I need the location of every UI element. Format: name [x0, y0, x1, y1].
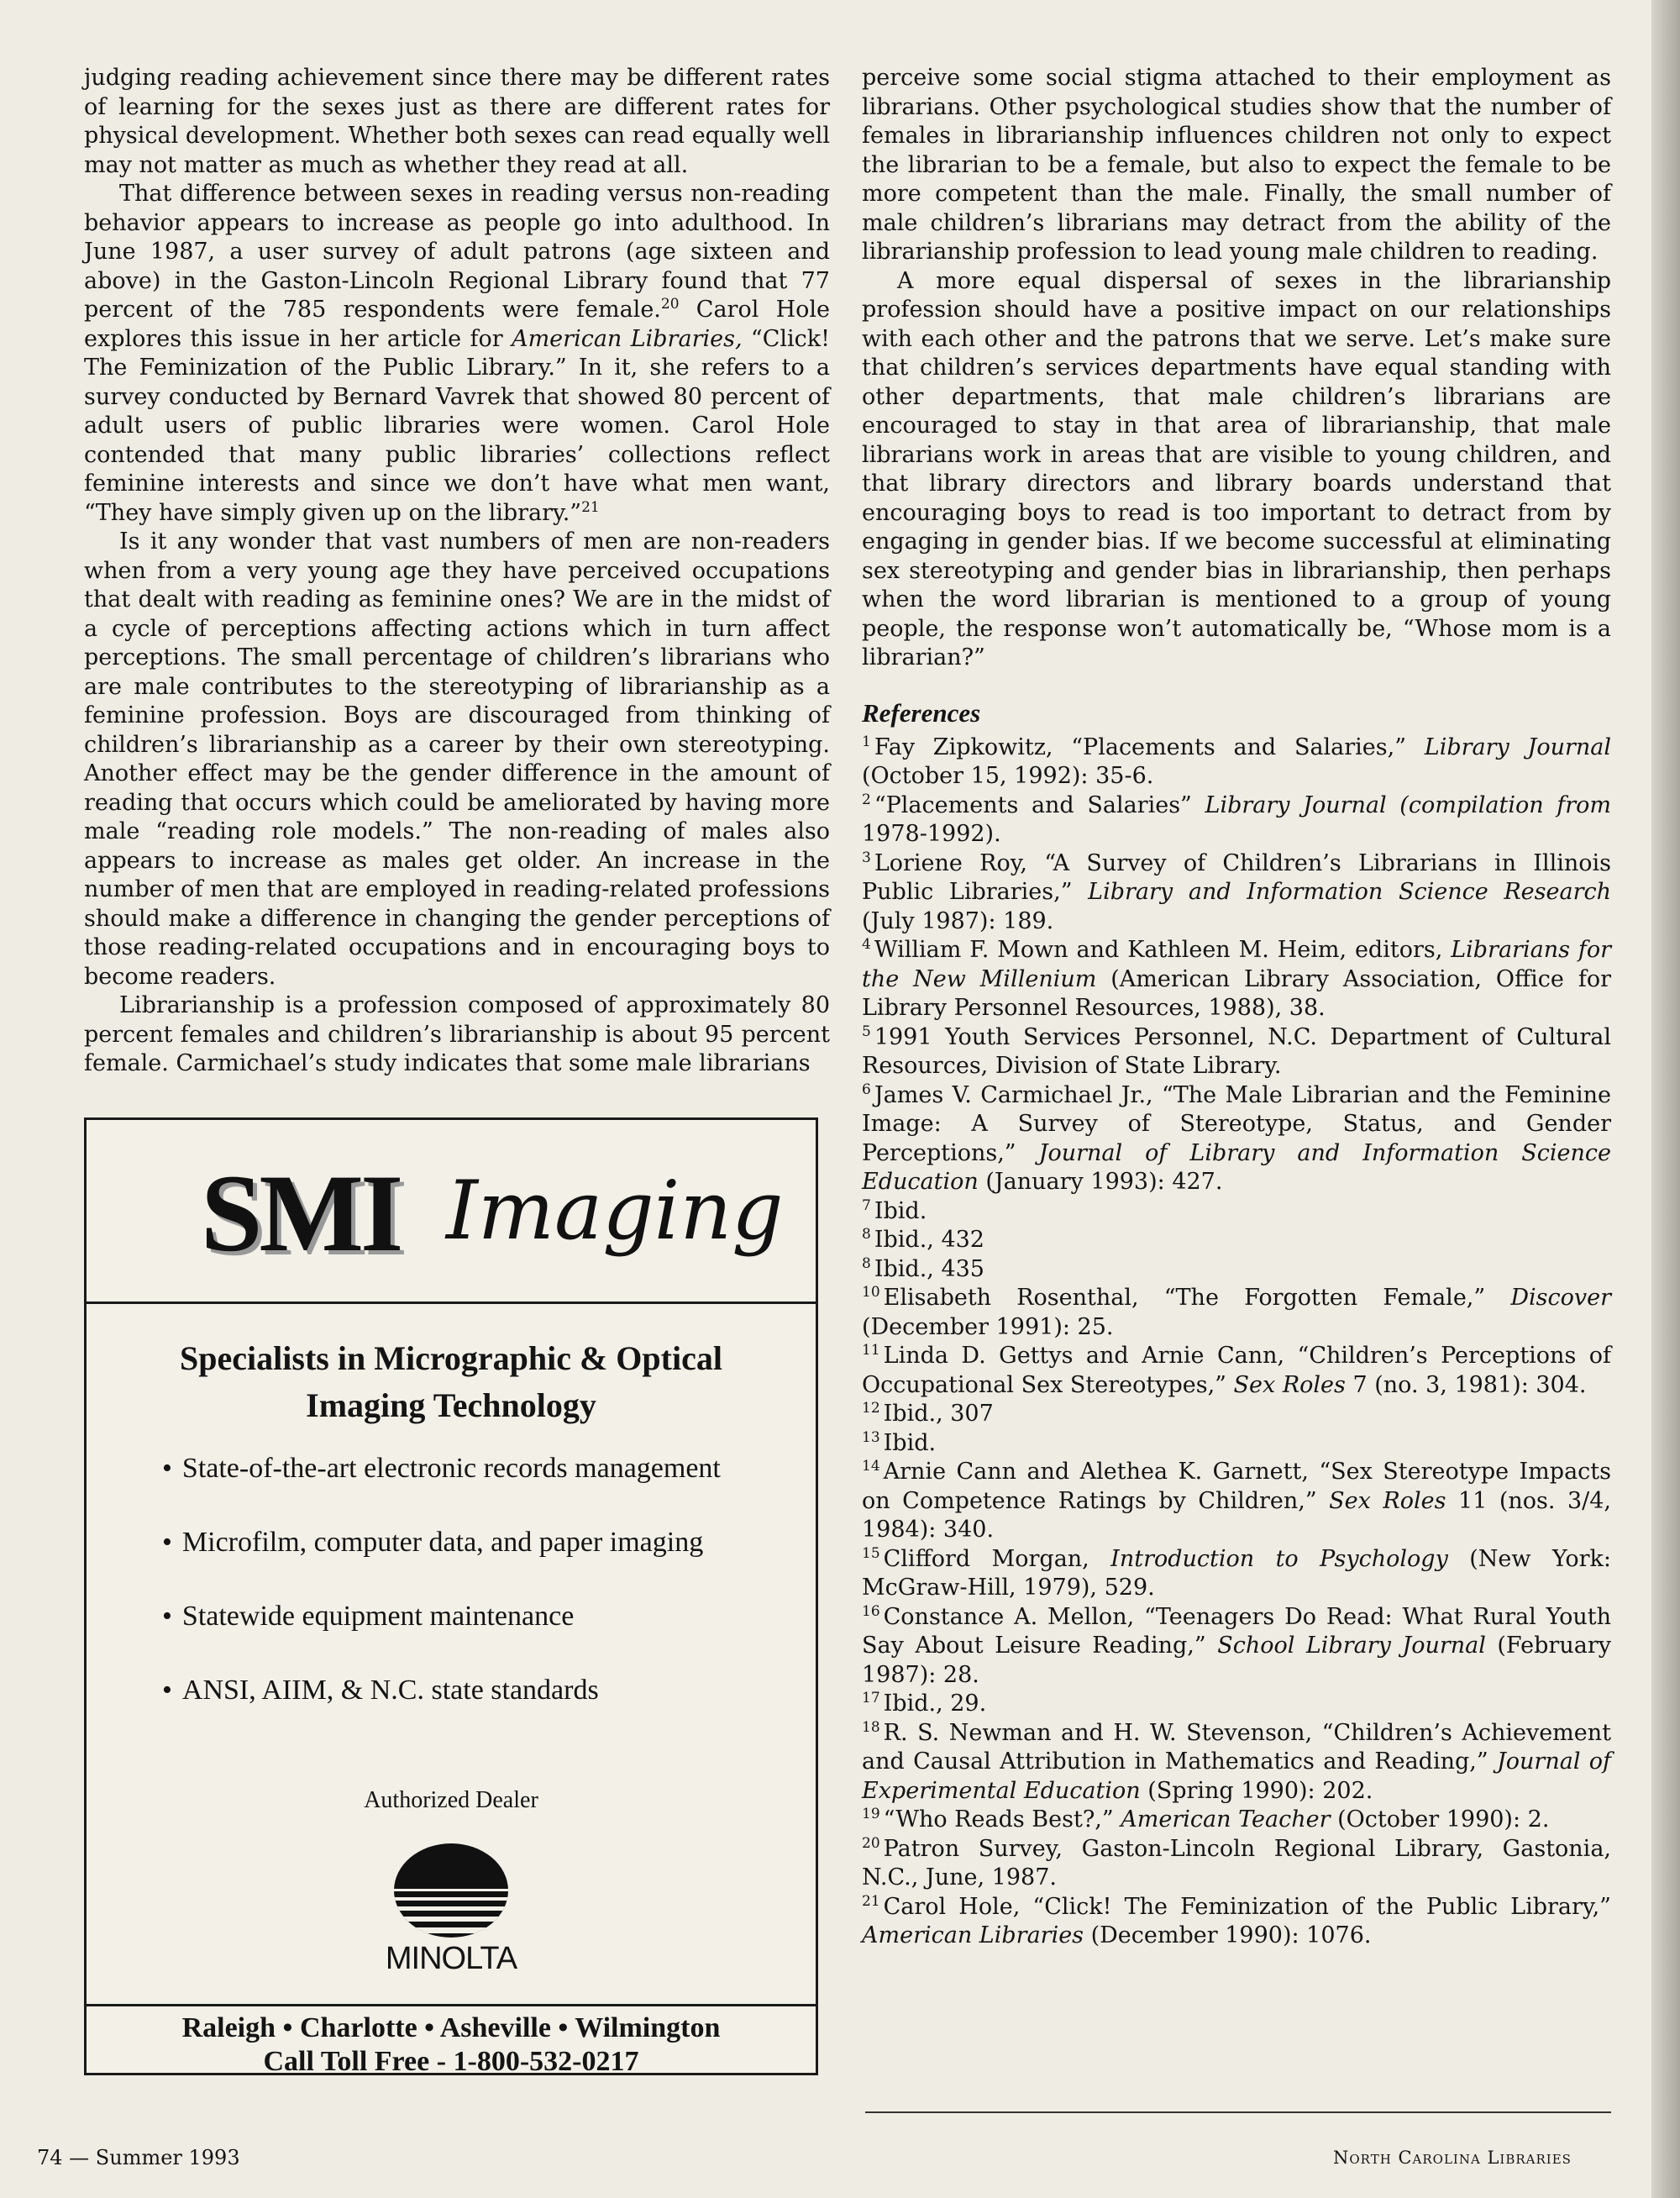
reference-item: $^7$ Ibid.	[862, 1196, 927, 1224]
reference-item: $^3$ Loriene Roy, “A Survey of Children’s Librarians in Illinois Public Libraries,” Library and Information Science Research (July 1987): 189.	[862, 849, 1612, 934]
reference-item: $^{19}$ “Who Reads Best?,” American Teacher (October 1990): 2.	[862, 1806, 1550, 1833]
paragraph: Librarianship is a profession composed of approximately 80 percent females and children’s librarianship is about 95 percent female. Carmichael’s study indicates that some male librarians	[84, 992, 830, 1076]
ad-logo-smi: SMI	[201, 1151, 401, 1275]
ad-logo-panel	[87, 1120, 816, 1304]
left-column	[84, 64, 830, 1079]
reference-item: $^{13}$ Ibid.	[862, 1428, 937, 1456]
ad-tagline: Specialists in Micrographic & Optical Imaging Technology	[180, 1339, 722, 1424]
ad-contact: Raleigh • Charlotte • Asheville • Wilmington Call Toll Free - 1-800-532-0217	[87, 2004, 816, 2073]
list-item: • Microfilm, computer data, and paper imaging	[162, 1527, 704, 1558]
minolta-logo-icon	[391, 1840, 512, 1941]
reference-item: $^1$ Fay Zipkowitz, “Placements and Salaries,” Library Journal (October 15, 1992): 35-6.	[862, 733, 1612, 789]
reference-item: $^{21}$ Carol Hole, “Click! The Feminization of the Public Library,” American Libraries (December 1990): 1076.	[862, 1892, 1611, 1948]
reference-item: $^5$ 1991 Youth Services Personnel, N.C. Department of Cultural Resources, Division of State Library.	[862, 1023, 1611, 1079]
paragraph: A more equal dispersal of sexes in the librarianship profession should have a positive impact on our relationships with each other and the patrons that we serve. Let’s make sure that children’s services departments have equal standing with other departments, that male children’s librarians are encouraged to stay in that area of librarianship, that male librarians work in areas that are visible to young children, and that library directors and library boards understand that encouraging boys to read is too important to detract from by engaging in gender bias. If we become successful at eliminating sex stereotyping and gender bias in librarianship, then perhaps when the word librarian is mentioned to a group of young people, the response won’t automatically be, “Whose mom is a librarian?”	[862, 267, 1611, 670]
reference-item: $^{10}$ Elisabeth Rosenthal, “The Forgotten Female,” Discover (December 1991): 25.	[862, 1284, 1611, 1340]
advertisement	[84, 1117, 818, 2075]
reference-item: $^6$ James V. Carmichael Jr., “The Male Librarian and the Feminine Image: A Survey of Stereotype, Status, and Gender Perceptions,” Journal of Library and Information Science Education (January 1993): 427.	[862, 1081, 1612, 1195]
paragraph: judging reading achievement since there may be different rates of learning for the sexes just as there are different rates for physical development. Whether both sexes can read equally well may not matter as much as whether they read at all.	[84, 65, 830, 178]
reference-item: $^2$ “Placements and Salaries” Library Journal (compilation from 1978-1992).	[862, 791, 1611, 847]
reference-item: $^{18}$ R. S. Newman and H. W. Stevenson, “Children’s Achievement and Causal Attribution in Mathematics and Reading,” Journal of Experimental Education (Spring 1990): 202.	[862, 1718, 1612, 1804]
running-footer: North Carolina Libraries	[1333, 2148, 1572, 2168]
ad-logo-imaging: Imaging	[446, 1164, 784, 1258]
reference-item: $^{14}$ Arnie Cann and Alethea K. Garnett, “Sex Stereotype Impacts on Competence Ratings by Children,” Sex Roles 11 (nos. 3/4, 1984): 340.	[862, 1458, 1612, 1543]
ad-brand: MINOLTA	[385, 1941, 517, 1976]
page-folio: 74 — Summer 1993	[37, 2146, 240, 2169]
paragraph: That difference between sexes in reading versus non-reading behavior appears to increase as people go into adulthood. In June 1987, a user survey of adult patrons (age sixteen and above) in the Gaston-Lincoln Regional Library found that 77 percent of the 785 respondents were female.$^{20}$ Carol Hole explores this issue in her article for American Libraries, “Click! The Feminization of the Public Library.” In it, she refers to a survey conducted by Bernard Vavrek that showed 80 percent of adult users of public libraries were women. Carol Hole contended that many public libraries’ collections reflect feminine interests and since we don’t have what men want, “They have simply given up on the library.”$^{21}$	[84, 181, 831, 526]
references-list	[862, 734, 1611, 1951]
reference-item: $^{12}$ Ibid., 307	[862, 1400, 994, 1427]
reference-item: $^{17}$ Ibid., 29.	[862, 1690, 987, 1717]
list-item: • Statewide equipment maintenance	[162, 1601, 575, 1632]
reference-item: $^{15}$ Clifford Morgan, Introduction to Psychology (New York: McGraw-Hill, 1979), 529.	[862, 1544, 1611, 1601]
list-item: • State-of-the-art electronic records management	[162, 1453, 721, 1484]
reference-item: $^4$ William F. Mown and Kathleen M. Heim, editors, Librarians for the New Millenium (American Library Association, Office for Library Personnel Resources, 1988), 38.	[862, 936, 1611, 1021]
divider	[865, 2111, 1611, 2113]
ad-feature-list	[162, 1452, 721, 1748]
list-item: • ANSI, AIIM, & N.C. state standards	[162, 1675, 599, 1706]
paragraph: Is it any wonder that vast numbers of men are non-readers when from a very young age they have perceived occupations that dealt with reading as feminine ones? We are in the midst of a cycle of perceptions affecting actions which in turn affect perceptions. The small percentage of children’s librarians who are male contributes to the stereotyping of librarianship as a feminine profession. Boys are discouraged from thinking of children’s librarianship as a career by their own stereotyping. Another effect may be the gender difference in the amount of reading that occurs which could be ameliorated by having more male “reading role models.” The non-reading of males also appears to increase as males get older. An increase in the number of men that are employed in reading-related professions should make a difference in changing the gender perceptions of those reading-related occupations and in encouraging boys to become readers.	[84, 528, 830, 990]
paragraph: perceive some social stigma attached to their employment as librarians. Other psychological studies show that the number of females in librarianship influences children not only to expect the librarian to be a female, but also to expect the female to be more competent than the male. Finally, the small number of male children’s librarians may detract from the ability of the librarianship profession to lead young male children to reading.	[862, 65, 1611, 265]
reference-item: $^{16}$ Constance A. Mellon, “Teenagers Do Read: What Rural Youth Say About Leisure Reading,” School Library Journal (February 1987): 28.	[862, 1602, 1611, 1688]
reference-item: $^{11}$ Linda D. Gettys and Arnie Cann, “Children’s Perceptions of Occupational Sex Stereotypes,” Sex Roles 7 (no. 3, 1981): 304.	[862, 1342, 1611, 1398]
reference-item: $^8$ Ibid., 435	[862, 1254, 984, 1282]
reference-item: $^{20}$ Patron Survey, Gaston-Lincoln Regional Library, Gastonia, N.C., June, 1987.	[862, 1834, 1611, 1890]
ad-dealer-label: Authorized Dealer	[364, 1787, 538, 1813]
reference-item: $^8$ Ibid., 432	[862, 1226, 984, 1253]
page-edge	[1651, 0, 1680, 2198]
references-heading: References	[862, 697, 981, 728]
right-column	[862, 64, 1611, 1951]
